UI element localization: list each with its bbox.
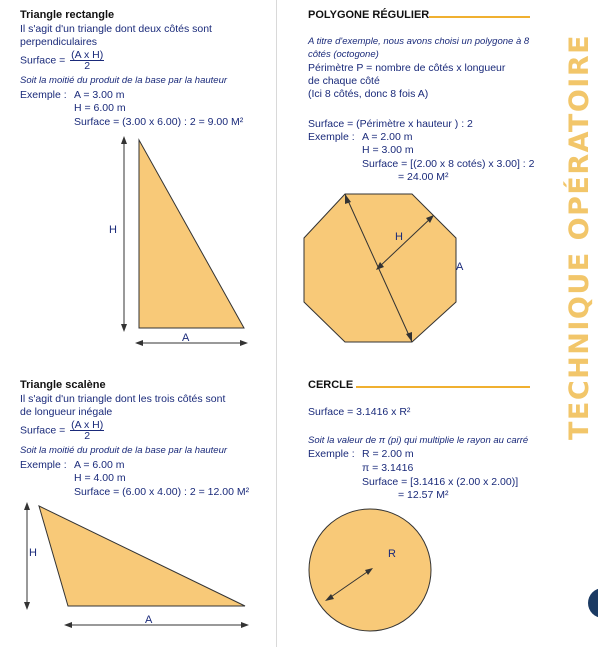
triangle-rectangle-ex-h: H = 6.00 m (74, 102, 126, 114)
formula-label: Surface = (20, 54, 66, 67)
cercle-note: Soit la valeur de π (pi) qui multiplie le rayon au carré (308, 435, 529, 446)
formula-numerator: (A x H) (71, 49, 104, 61)
formula-fraction (70, 420, 104, 441)
polygone-intro-2: côtés (octogone) (308, 49, 379, 60)
base-arrow-right (241, 622, 249, 628)
polygone-title-rule (429, 16, 530, 18)
polygone-perimeter-1: Périmètre P = nombre de côtés x longueur (308, 62, 506, 74)
triangle-rectangle-note: Soit la moitié du produit de la base par la hauteur (20, 75, 228, 86)
triangle-rectangle-formula (20, 50, 104, 71)
polygone-ex-surface-1: Surface = [(2.00 x 8 cotés) x 3.00] : 2 (362, 158, 535, 170)
label-r: R (388, 548, 396, 560)
triangle-scalene-note: Soit la moitié du produit de la base par la hauteur (20, 445, 228, 456)
cercle-example-label: Exemple : (308, 448, 355, 460)
scalene-triangle-figure (15, 500, 255, 630)
cercle-title: CERCLE (308, 379, 354, 391)
formula-denominator: 2 (84, 430, 91, 442)
formula-fraction (70, 50, 104, 71)
label-h: H (29, 547, 37, 559)
right-triangle-figure (100, 130, 260, 345)
formula-denominator: 2 (84, 60, 91, 72)
cercle-ex-surface-1: Surface = [3.1416 x (2.00 x 2.00)] (362, 476, 519, 488)
polygone-ex-h: H = 3.00 m (362, 144, 414, 156)
polygone-perimeter-2: de chaque côté (308, 75, 380, 87)
triangle-rectangle-desc-1: Il s'agit d'un triangle dont deux côtés sont (20, 23, 212, 35)
cercle-ex-pi: π = 3.1416 (362, 462, 414, 474)
right-triangle-shape (139, 140, 244, 328)
triangle-scalene-formula (20, 420, 104, 441)
label-a: A (182, 332, 190, 344)
height-arrow-bottom (121, 324, 127, 332)
label-h: H (395, 231, 403, 243)
triangle-rectangle-title: Triangle rectangle (20, 9, 115, 21)
polygone-ex-a: A = 2.00 m (362, 131, 413, 143)
cercle-title-rule (356, 386, 530, 388)
triangle-rectangle-desc-2: perpendiculaires (20, 36, 98, 48)
cercle-ex-r: R = 2.00 m (362, 448, 414, 460)
cercle-ex-surface-2: = 12.57 M² (398, 489, 449, 501)
polygone-intro-1: A titre d'exemple, nous avons choisi un polygone à 8 (308, 36, 530, 47)
triangle-rectangle-ex-surface: Surface = (3.00 x 6.00) : 2 = 9.00 M² (74, 116, 244, 128)
scalene-triangle-shape (39, 506, 245, 606)
height-arrow-bottom (24, 602, 30, 610)
triangle-rectangle-ex-a: A = 3.00 m (74, 89, 125, 101)
triangle-scalene-ex-a: A = 6.00 m (74, 459, 125, 471)
sidebar-banner-text: TECHNIQUE OPÉRATOIRE (564, 33, 595, 440)
triangle-rectangle-example-label: Exemple : (20, 89, 67, 101)
label-a: A (456, 261, 464, 273)
base-arrow-left (135, 340, 143, 346)
formula-label: Surface = (20, 424, 66, 437)
base-arrow-right (240, 340, 248, 346)
sidebar-banner (560, 0, 598, 647)
triangle-scalene-desc-1: Il s'agit d'un triangle dont les trois côtés sont (20, 393, 226, 405)
triangle-scalene-ex-h: H = 4.00 m (74, 472, 126, 484)
circle-figure (307, 507, 437, 637)
octagon-figure (300, 190, 480, 350)
polygone-perimeter-3: (Ici 8 côtés, donc 8 fois A) (308, 88, 429, 100)
polygone-ex-surface-2: = 24.00 M² (398, 171, 449, 183)
polygone-title: POLYGONE RÉGULIER (308, 9, 430, 21)
triangle-scalene-title: Triangle scalène (20, 379, 106, 391)
triangle-scalene-desc-2: de longueur inégale (20, 406, 113, 418)
triangle-scalene-ex-surface: Surface = (6.00 x 4.00) : 2 = 12.00 M² (74, 486, 250, 498)
label-a: A (145, 614, 153, 626)
column-divider (276, 0, 277, 647)
cercle-formula: Surface = 3.1416 x R² (308, 406, 411, 418)
base-arrow-left (64, 622, 72, 628)
label-h: H (109, 224, 117, 236)
height-arrow-top (121, 136, 127, 144)
polygone-example-label: Exemple : (308, 131, 355, 143)
polygone-formula: Surface = (Périmètre x hauteur ) : 2 (308, 118, 473, 130)
height-arrow-top (24, 502, 30, 510)
triangle-scalene-example-label: Exemple : (20, 459, 67, 471)
formula-numerator: (A x H) (71, 419, 104, 431)
